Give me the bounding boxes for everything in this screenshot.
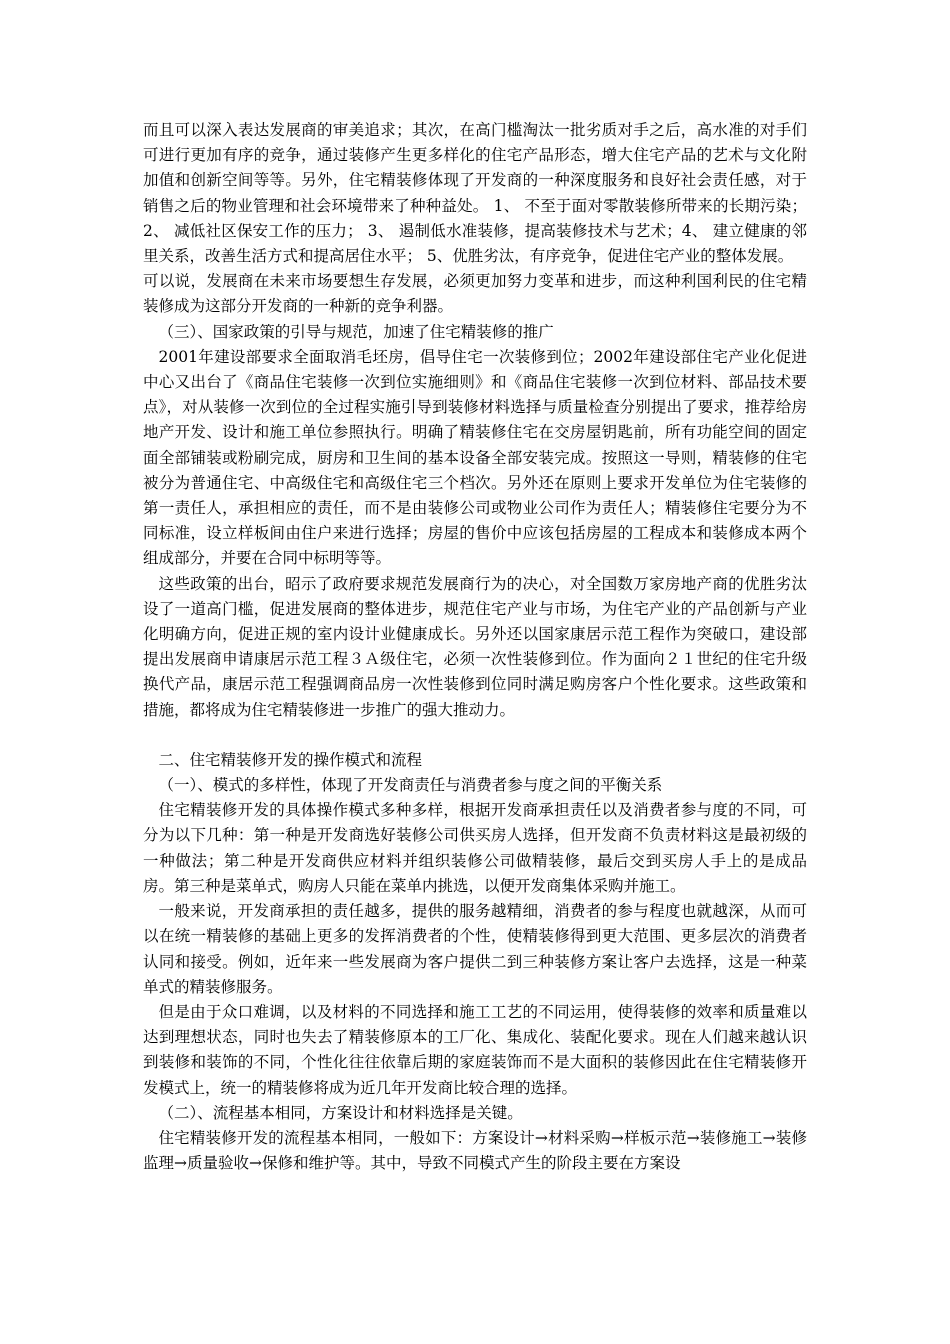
paragraph-unified-decoration: 但是由于众口难调，以及材料的不同选择和施工工艺的不同运用，使得装修的效率和质量难以达到理想状态，同时也失去了精装修原本的工厂化、集成化、装配化要求。现在人们越来越认识到装修和装饰的不同，个性化往往依靠后期的家庭装饰而不是大面积的装修因此在住宅精装修开发模式上，统一的精装修将成为近几年开发商比较合理的选择。 (143, 1002, 807, 1097)
section-heading-operation-mode: 二、住宅精装修开发的操作模式和流程 (158, 750, 423, 769)
document-body (143, 118, 807, 1176)
paragraph-policy-impact: 这些政策的出台，昭示了政府要求规范发展商行为的决心，对全国数万家房地产商的优胜劣汰设了一道高门槛，促进发展商的整体进步，规范住宅产业与市场，为住宅产业的产品创新与产业化明确方向，促进正规的室内设计业健康成长。另外还以国家康居示范工程作为突破口，建设部提出发展商申请康居示范工程３Ａ级住宅，必须一次性装修到位。作为面向２１世纪的住宅升级换代产品，康居示范工程强调商品房一次性装修到位同时满足购房客户个性化要求。这些政策和措施，都将成为住宅精装修进一步推广的强大推动力。 (143, 574, 807, 719)
section-heading-policy: （三）、国家政策的引导与规范，加速了住宅精装修的推广 (158, 322, 554, 341)
blank-line (143, 723, 807, 748)
paragraph-competition: 可以说，发展商在未来市场要想生存发展，必须更加努力变革和进步，而这种利国利民的住宅精装修成为这部分开发商的一种新的竞争利器。 (143, 272, 807, 316)
paragraph-benefits: 而且可以深入表达发展商的审美追求；其次，在高门槛淘汰一批劣质对手之后，高水准的对手们可进行更加有序的竞争，通过装修产生更多样化的住宅产品形态，增大住宅产品的艺术与文化附加值和创新空间等等。另外，住宅精装修体现了开发商的一种深度服务和良好社会责任感，对于销售之后的物业管理和社会环境带来了种种益处。 1、 不至于面对零散装修所带来的长期污染； 2、 减低社区保安工作的压力； 3、 遏制低水准装修，提高装修技术与艺术；4、 建立健康的邻里关系，改善生活方式和提高居住水平； 5、优胜劣汰，有序竞争，促进住宅产业的整体发展。 (143, 121, 807, 266)
paragraph-process-steps: 住宅精装修开发的流程基本相同，一般如下：方案设计→材料采购→样板示范→装修施工→装修监理→质量验收→保修和维护等。其中，导致不同模式产生的阶段主要在方案设 (143, 1128, 807, 1173)
paragraph-responsibility: 一般来说，开发商承担的责任越多，提供的服务越精细，消费者的参与程度也就越深，从而可以在统一精装修的基础上更多的发挥消费者的个性，使精装修得到更大范围、更多层次的消费者认同和接受。例如，近年来一些发展商为客户提供二到三种装修方案让客户去选择，这是一种菜单式的精装修服务。 (143, 902, 807, 996)
subsection-heading-mode-diversity: （一）、模式的多样性，体现了开发商责任与消费者参与度之间的平衡关系 (158, 776, 663, 795)
subsection-heading-process: （二）、流程基本相同，方案设计和材料选择是关键。 (158, 1103, 523, 1122)
paragraph-policy-2001: 2001年建设部要求全面取消毛坯房，倡导住宅一次装修到位；2002年建设部住宅产业化促进中心又出台了《商品住宅装修一次到位实施细则》和《商品住宅装修一次到位材料、部品技术要点》，对从装修一次到位的全过程实施引导到装修材料选择与质量检查分别提出了要求，推荐给房地产开发、设计和施工单位参照执行。明确了精装修住宅在交房屋钥匙前，所有功能空间的固定面全部铺装或粉刷完成，厨房和卫生间的基本设备全部安装完成。按照这一导则，精装修的住宅被分为普通住宅、中高级住宅和高级住宅三个档次。另外还在原则上要求开发单位为住宅装修的第一责任人，承担相应的责任，而不是由装修公司或物业公司作为责任人；精装修住宅要分为不同标准，设立样板间由住户来进行选择；房屋的售价中应该包括房屋的工程成本和装修成本两个组成部分，并要在合同中标明等等。 (143, 347, 807, 568)
paragraph-mode-types: 住宅精装修开发的具体操作模式多种多样，根据开发商承担责任以及消费者参与度的不同，可分为以下几种：第一种是开发商选好装修公司供买房人选择，但开发商不负责材料这是最初级的一种做法；第二种是开发商供应材料并组织装修公司做精装修，最后交到买房人手上的是成品房。第三种是菜单式，购房人只能在菜单内挑选，以便开发商集体采购并施工。 (143, 801, 807, 895)
